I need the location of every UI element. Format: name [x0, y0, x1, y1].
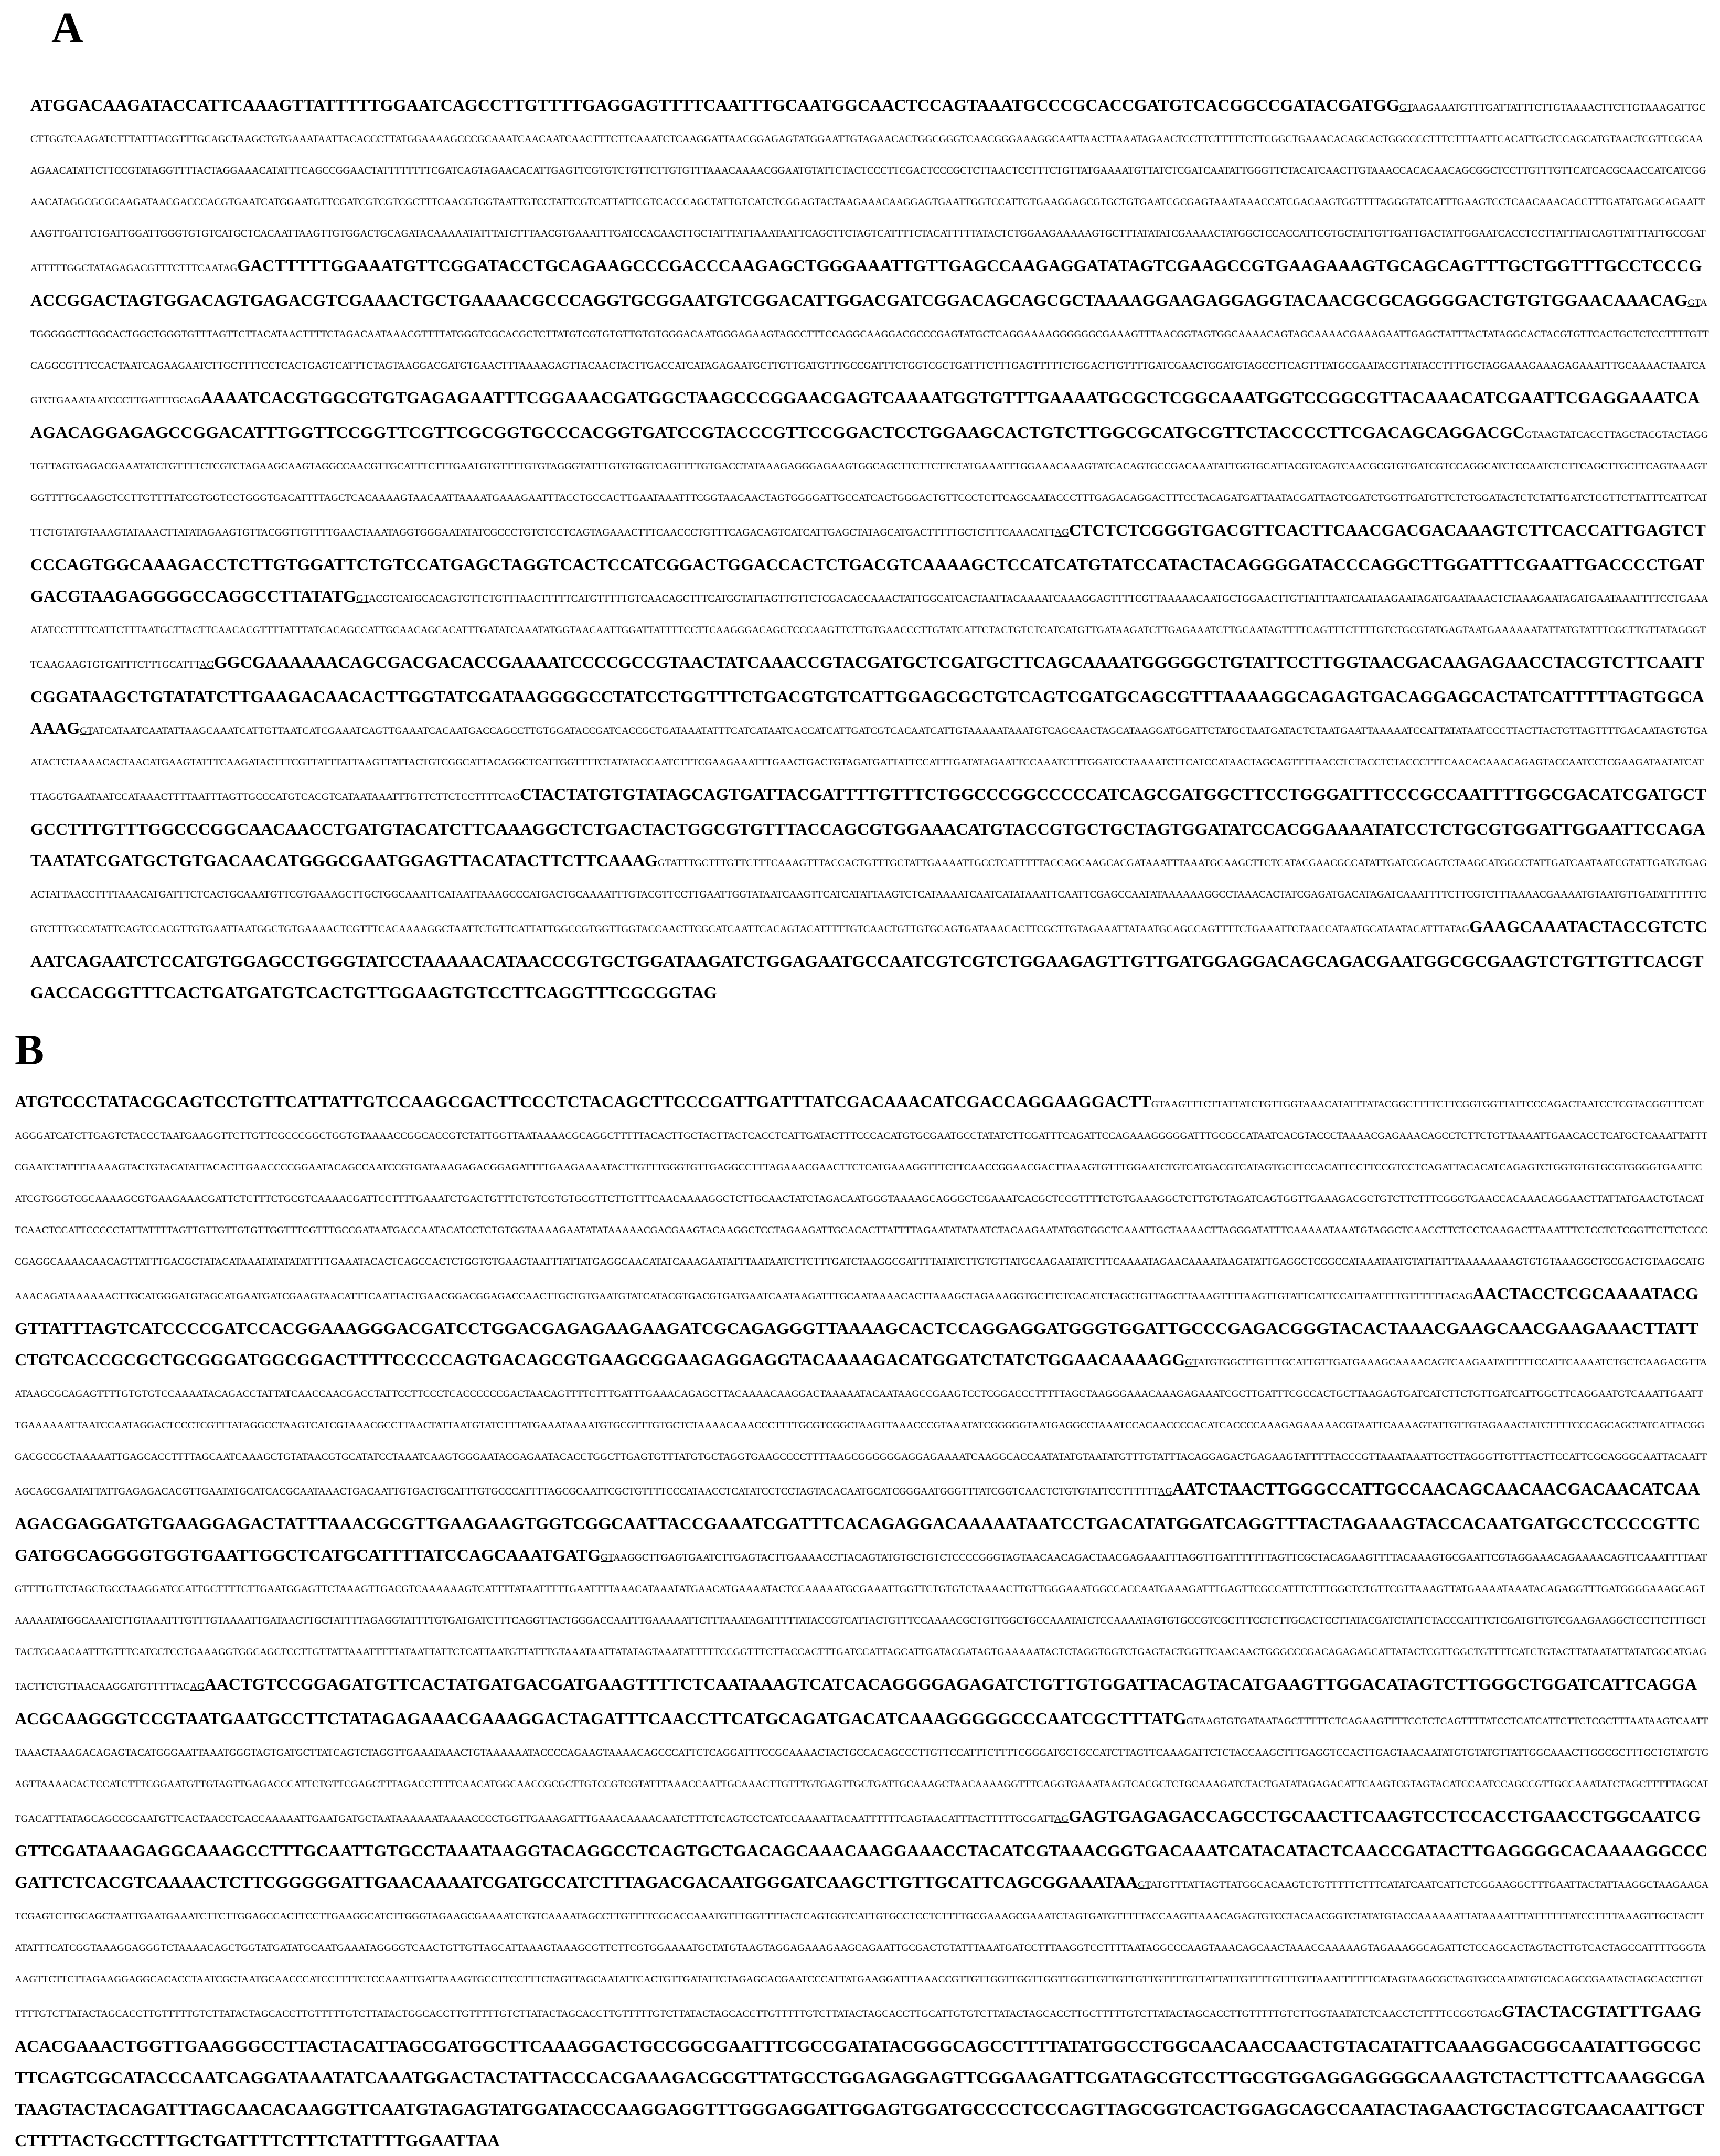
intron-sequence: AAGTTTCTTATTATCTGTTGGTAAACATATTTATACGGCTTTTCTTCGGTGGTTATTCCCAGACTAATCCTCGTACGGTTTCATAGGGATCATCTTGAGTCTACCCTAATGAAGGTTCTTGTTCGCCCGGCTGGTGTAAAACCGGCACCGTCTATTGGTTAATAAAACGCAGGCTTTTTACACTTGCTACTTACTCACCTCATTGATACTTTCCCACATGTGCGAATGCCTATATCTTCGATTTCAGATTCCAGAAAGGGGGATTTGCGCCATAATCACGTACCCTAAAACGAGAAACAGCCTCTTCTGTTAAAATTGAACACCTCATGCTCAAATTATTTCGAATCTATTTTAAAAGTACTGTACATATTACACTTGAACCCCGGAATACAGCCAATCCGTGATAAAGAGACGGAGATTTTGAAGAAAATACTTGTTTGGGTGTTGAGGCCTTTAGAAACGAACTTCTCATGAAAGGTTTCTTCAACCGGAACGACTTAAAGTGTTTGGAATCTGTCATGACGTCATAGTGCTTCCACATTCCTTCCGTCCTCAGATTACACATCAGAGTCTGGTGTGTGCGTGGGGTGAATTCATCGTGGGTCGCAAAAGCGTGAAGAAACGATTCTCTTTCTGCGTCAAAACGATTCCTTTTGAAATCTGACTGTTTCTGTCGTGTGCGTTCTTGTTTCAACAAAAGGCTCTTGCAACTATCTAGACAATGGGTAAAAGCAGGGCTCGAAATCACGCTCCGTTTTCTGTGAAAGGCTCTTGTGTAGATCAGTGGTTGAAAGACGCTGTCTTCTTTCGGGTGAACCACAAACAGGAACTTATTATGAACTGTACATTCAACTCCATTCCCCCTATTATTTTAGTTGTTGTTGTGTTGGTTTCGTTTGCCGATAATGACCAATACATCCTCTGTGGTAAAAGAATATATAAAAACGACGAAGTACAAGGCTCCTAGAAGATTGCACACTTATTTTAGAATATATAATCTACAAGAATATGGTGGCTCAAATTGCTAAAACTTAGGGATATTTCAAAAATAAATGTAGGCTCAACCTTCTCCTCAAGACTTAAATTTCTCCTCTCGGTTCTTCTCCCCGAGGCAAAACAACAGTTATTTGACGCTATACATAAATATATATATTTTGAAATACACTCAGCCACTCTGGTGTGAAGTAATTTATTATGAGGCAACATATCAAAGAATATTTAATAATCTTCTTTGATCTAAGGCGATTTTATATCTTGTGTTATGCAAGAATATCTTTCAAAATAGAACAAAATAAGATATTGAGGCTCGGCCATAAATAATGTATTATTTAAAAAAAAGTGTGTAAAGGCTGCGACTGTAAGCATGAAACAGATAAAAAACTTGCATGGGATGTAGCATGAATGATCGAAGTAACATTTCAATTACTGAACGGACGGAGACCAACTTGCTGTGAATGTATCATACGTGACGTGATGAATCAATAAGATTTGCAATAAAACACTTAAAGCTAGAAAGGTGCTTCTCACATCTAGCTGTTAGCTTAAAGTTTTAAGTTGTATTCATTCCATTAATTTTGTTTTTTAC	[15, 1099, 1708, 1302]
splice-site-marker: GT	[1185, 1357, 1198, 1368]
exon-sequence: GGCGAAAAAACAGCGACGACACCGAAAATCCCCGCCGTAACTATCAAACCGTACGATGCTCGATGCTTCAGCAAAATGGGGGCTGTATTCCTTGGTAACGACAAGAGAACCTACGTCTTCAATTCGGATAAGCTGTATATCTTGAAGACAACACTTGGTATCGATAAGGGGCCTATCCTGGTTTCTGACGTGTCATTGGAGCGCTGTCAGTCGATGCAGCGTTTAAAAGGCAGAGTGACAGGAGCACTATCATTTTTAGTGGCAAAAG	[30, 653, 1704, 738]
panel-label-a: A	[51, 4, 83, 52]
intron-sequence: ATCATAATCAATATTAAGCAAATCATTGTTAATCATCGAAATCAGTTGAAATCACAATGACCAGCCTTGTGGATACCGATCACCGCTGATAAATATTTCATCATAATCACCATCATTGATCGTCACAATCATTGTAAAAATAAATGTCAGCAACTAGCATAAGGATGGATTCTATGCTAATGATACTCTAATGAATTAAAAATCCATTATATAATCCCTTACTTACTGTTAGTTTTGACAATAGTGTGAATACTCTAAAACACTAACATGAAGTATTTCAAGATACTTTCGTTATTTATTAAGTTATTACTGTCGGCATTACAGGCTCATTGGTTTTCTATATACCAATCTTTCGAAGAAATTTGAACTGACTGTAGATGATTATTCCATTTGATATAGAATTCCAAATCTTTGGATCCTAAAATCTTCATCCATAACTAGCAGTTTTAACCTCTACCTCTACCCTTTCAACACAAACAGAGTACCAATCCTCGAAGATAATATCATTTAGGTGAATAATCCATAAACTTTTAATTTAGTTGCCCATGTCACGTCATAATAAATTTGTTCTTCTCCTTTTC	[30, 725, 1708, 803]
splice-site-marker: AG	[1487, 2009, 1502, 2020]
splice-site-marker: AG	[1054, 527, 1070, 538]
exon-sequence: GAAGCAAATACTACCGTCTCAATCAGAATCTCCATGTGGAGCCTGGGTATCCTAAAAACATAACCCGTGCTGGATAAGATCTGGAGAATGCCAATCGTCGTCTGGAAGAGTTGTTGATGGAGGACAGCAGACGAATGGCGCGAAGTCTGTTGTTCACGTGACCACGGTTTCACTGATGATGTCACTGTTGGAAGTGTCCTTCAGGTTTCGCGGTAG	[30, 917, 1707, 1002]
splice-site-marker: AG	[1455, 924, 1470, 935]
exon-sequence: GACTTTTTGGAAATGTTCGGATACCTGCAGAAGCCCGACCCAAGAGCTGGGAAATTGTTGAGCCAAGAGGATATAGTCGAAGCCGTGAAGAAAGTGCAGCAGTTTGCTGGTTTGCCTCCCGACCGGACTAGTGGACAGTGAGACGTCGAAACTGCTGAAAACGCCCAGGTGCGGAATGTCGGACATTGGACGATCGGACAGCAGCGCTAAAAGGAAGAGGAGGTACAACGCGCAGGGGACTGTGTGGAACAAACAG	[30, 256, 1702, 309]
intron-sequence: ATGTTTATTAGTTATGGCACAAGTCTGTTTTTCTTTCATATCAATCATTCTCGGAAGGCTTTGAATTACTATTAAGGCTAAGAAGATCGAGTCTTGCAGCTAATTGAATGAAATCTTCTTGGAGCCACTTCCTTGAAGGCATCTTGGGTAGAAGCGAAAATCTGTCAAAATAGCCTTGTTTTCGCACCAAATGTTTGGTTTTACTCAGTGGTCATTGTGCCTCCTCTTTTGCGAAAGCGAAATCTAGTGATGTTTTTACCAAGTTAAACAGAGTGTCCTACAACGGTCTATATGTACCAAAAAATTATAAAATTTATTTTTTATCCTTTTAAAGTTGCTACTTATATTTCATCGGTAAAGGAGGGTCTAAAACAGCTGGTATGATATGCAATGAAATAGGGGTCAACTGTTGTTAGCATTAAAGTAAAGCGTTCTTCGTGGAAAATGCTATGTAAGTAGGAGAAAGAAGCAGAATTGCGACTGTATTTAAATGATCCTTTAAGGTCCTTTTAATAGGCCCAAGTAAACAGCAACTAAACCAAAAAGTAGAAAGGCAGATTCTCCAGCACTAGTACTTGTCACTAGCCATTTTGGGTAAAGTTCTTCTTAGAAGGAGGCACACCTAATCGCTAATGCAACCCATCCTTTTCTCCAAATTGATTAAAGTGCCTTCCTTTCTAGTTAGCAATATTCACTGTTGATATTCTAGAGCACGAATCCCATTATGAAGGATTTAAACCGTTGTTGGTTGGTTGGTTGGTTGTTGTTGTTGTTTTGTTATTATTGTTTTGTTTGTTAAATTTTTTCATAGTAAGCGCTAGTGCCAATATGTCACAGCCGAATACTAGCACCTTGTTTTTGTCTTATACTAGCACCTTGTTTTTGTCTTATACTAGCACCTTGTTTTTGTCTTATACTGGCACCTTGTTTTTGTCTTATACTAGCACCTTGTTTTTGTCTTATACTAGCACCTTGTTTTTGTCTTATACTAGCACCTTGCATTGTGTCTTATACTAGCACCTTGCTTTTTGTCTTATACTAGCACCTTGTTTTTGTCTTGGTAATATCTCAACCTCTTTTCCGGTG	[15, 1880, 1709, 2020]
splice-site-marker: AG	[190, 1681, 205, 1692]
exon-sequence: CTACTATGTGTATAGCAGTGATTACGATTTTGTTTCTGGCCCGGCCCCCATCAGCGATGGCTTCCTGGGATTTCCCGCCAATTTTGGCGACATCGATGCTGCCTTTGTTTGGCCCGGCAACAACCTGATGTACATCTTCAAAGGCTCTGACTACTGGCGTGTTTACCAGCGTGGAAACATGTACCGTGCTGCTAGTGGATATCCACGGAAAATATCCTCTGCGTGGATTGGAATTCCAGATAATATCGATGCTGTGACAACATGGGCGAATGGAGTTACATACTTCTTCAAAG	[30, 785, 1706, 870]
intron-sequence: AAGGCTTGAGTGAATCTTGAGTACTTGAAAACCTTACAGTATGTGCTGTCTCCCCGGGTAGTAACAACAGACTAACGAGAAATTTAGGTTGATTTTTTTAGTTCGCTACAGAAGTTTTACAAAGTGCGAATTCGTAGGAAACAGAAAACAGTTCAAATTTTAATGTTTTGTTCTAGCTGCCTAAGGATCCATTGCTTTTCTTGAATGGAGTTCTAAAGTTGACGTCAAAAAAGTCATTTTATAATTTTTGAATTTTAAACATAAATATGAACATGAAAATACTCCAAAAATGCGAAATTGGTTCTGTGTCTAAAACTTGTTGGGAAATGGCCACCAATGAAAGATTTGAGTTCGCCATTTCTTTGGCTCTGTTCGTTAAAGTTATGAAAATAAATACAGAGGTTTGATGGGGAAAGCAGTAAAAATATGGCAAATCTTGTAAATTTGTTTGTAAAATTGATAACTTGCTATTTTAGAGGTATTTTGTGATGATCTTTCAGGTTACTGGGACCAATTTGAAAAATTCTTTAAATAGATTTTTATACCGTCATTACTGTTTCCAAAACGCTGTTGGCTGCCAAATATCTCCAAAATAGTGTGCCGTCGCTTTCCTCTTGCACTCCTTATACGATCTATTCTACCCATTTCTCGATGTTGTCGAAGAAGGCTCCTTCTTTGCTTACTGCAACAATTTGTTTCATCCTCCTGAAAGGTGGCAGCTCCTTGTTATTAAATTTTTATAATTATTCTCATTAATGTTATTTGTAAATAATTATATAGTAAATATTTTTCCGGTTTCTTACCACTTTGATCCATTAGCATTGATACGATAGTGAAAAATACTCTAGGTGGTCTGAGTACTGGTTCAACAACTGGGCCCGACAGAGAGCATTATACTCGTTGGCTGTTTTCATCTGTACTTATAATATTATATGGCATGAGTACTTCTGTTAACAAGGATGTTTTTAC	[15, 1552, 1707, 1692]
splice-site-marker: AG	[505, 792, 520, 803]
exon-sequence: ATGTCCCTATACGCAGTCCTGTTCATTATTGTCCAAGCGACTTCCCTCTACAGCTTCCCGATTGATTTATCGACAAACATCGACCAGGAAGGACTT	[15, 1092, 1151, 1111]
splice-site-marker: GT	[601, 1552, 613, 1563]
exon-sequence: AATCTAACTTGGGCCATTGCCAACAGCAACAACGACAACATCAAAGACGAGGATGTGAAGGAGACTATTTAAACGCGTTGAAGAAGTGGTCGGCAATTACCGAAATCGATTTCACAGAGGACAAAAATAATCCTGACATATGGATCAGGTTTACTAGAAAGTACCACAATGATGCCTCCCCGTTCGATGGCAGGGGTGGTGAATTGGCTCATGCATTTTATCCAGCAAATGATG	[15, 1479, 1701, 1564]
intron-sequence: ATTTGCTTTGTTCTTTCAAAGTTTACCACTGTTTGCTATTGAAAATTGCCTCATTTTTACCAGCAAGCACGATAAATTTAAATGCAAGCTTCTCATACGAACGCCATATTGATCGCAGTCTAAGCATGGCCTATTGATCAATAATCGTATTGATGTGAGACTATTAACCTTTTAAACATGATTTCTCACTGCAAATGTTCGTGAAAGCTTGCTGGCAAATTCATAATTAAAGCCCATGACTGCAAAATTTGTACGTTCCTTGAATTGGTATAATCAAGTTCATCATATTAAGTCTCATAAAATCAATCATATAAATTCAATTCGAGCCAATATAAAAAAGGCCTAAACACTATCGAGATGACATAGATCAAATTTTCTTCGTCTTTAAAACGAAAATGTAATGTTGATATTTTTTCGTCTTTGCCATATTCAGTCCACGTTGTGAATTAATGGCTGTGAAAACTCGTTTCACAAAAGGCTAATTCTGTTCATTATTGGCCGTGGTTGGTACCAACTTCGCATCAATTCACAGTACATTTTTGTCAACTGTTGTGCAGTGATAAACACTTCGCTTGTAGAAATTATAATGCAGCCAGTTTTCTGAAATTCTAACCATAATGCATAATACATTTAT	[30, 858, 1707, 935]
exon-sequence: AACTACCTCGCAAAATACGGTTATTTAGTCATCCCCGATCCACGGAAAGGGACGATCCTGGACGAGAGAAGAAGATCGCAGAGGGTTAAAAGCACTCCAGGAGGATGGGTGGATTGCCCGAGACGGGTACACTAAACGAAGCAACGAAGAAACTTATTCTGTCACCGCGCTGCGGGATGGCGGACTTTTCCCCCAGTGACAGCGTGAAGCGGAAGAGGAGGTACAAAAGACATGGATCTATCTGGAACAAAAGG	[15, 1284, 1698, 1369]
splice-site-marker: GT	[1186, 1716, 1199, 1727]
splice-site-marker: AG	[1158, 1486, 1172, 1497]
splice-site-marker: GT	[1399, 102, 1412, 113]
sequence-b	[15, 1086, 1709, 2156]
exon-sequence: CTCTCTCGGGTGACGTTCACTTCAACGACGACAAAGTCTTCACCATTGAGTCTCCCAGTGGCAAAGACCTCTTGTGGATTCTGTCCATGAGCTAGGTCACTCCATCGGACTGGACCACTCTGACGTCAAAAGCTCCATCATGTATCCATACTACAGGGGATACCCAGGCTTGGATTTCGAATTGACCCCTGATGACGTAAGAGGGGCCAGGCCTTATATG	[30, 520, 1706, 605]
splice-site-marker: GT	[80, 725, 93, 737]
exon-sequence: ATGGACAAGATACCATTCAAAGTTATTTTTGGAATCAGCCTTGTTTTGAGGAGTTTTCAATTTGCAATGGCAACTCCAGTAAATGCCCGCACCGATGTCACGGCCGATACGATGG	[30, 95, 1399, 114]
splice-site-marker: AG	[1458, 1291, 1473, 1302]
splice-site-marker: GT	[1524, 430, 1537, 441]
splice-site-marker: GT	[356, 593, 369, 604]
exon-sequence: GTACTACGTATTTGAAGACACGAAACTGGTTGAAGGGCCTTACTACATTAGCGATGGCTTCAAAGGACTGCCGGCGAATTTCGCCGATATACGGGCAGCCTTTTATATGGCCTGGCAACAACCAACTGTACATATTCAAAGGACGGCAATATTGGCGCTTCAGTCGCATACCCAATCAGGATAAATATCAAATGGACTACTATTACCCACGAAAGACGCGTTATGCCTGGAGAGGAGTTCGGAAGATTCGATAGCGTCCTTGCGTGGAGGAGGGGCAAAGTCTACTTCTTCAAAGGCGATAAGTACTACAGATTTAGCAACACAAGGTTCAATGTAGAGTATGGATACCCAAGGAGGTTTGGGAGGATTGGAGTGGATGCCCCTCCCAGTTAGCGGTCACTGGAGCAGCCAATACTAGAACTGCTACGTCAACAATTGCTCTTTTACTGCCTTTGCTGATTTTCTTTCTATTTTGGAATTAA	[15, 2002, 1705, 2150]
exon-sequence: AAAATCACGTGGCGTGTGAGAGAATTTCGGAAACGATGGCTAAGCCCGGAACGAGTCAAAATGGTGTTTGAAAATGCGCTCGGCAAATGGTCCGGCGTTACAAACATCGAATTCGAGGAAATCAAGACAGGAGAGCCGGACATTTGGTTCCGGTTCGTTCGCGGTGCCCACGGTGATCCGTACCCGTTCCGGACTCCTGGAAGCACTGTCTTGGCGCATGCGTTCTACCCCTTCGACAGCAGGACGC	[30, 388, 1700, 442]
panel-label-b: B	[15, 1026, 45, 1074]
intron-sequence: ATGGGGGCTTGGCACTGGCTGGGTGTTTAGTTCTTACATAACTTTTCTAGACAATAAACGTTTTATGGGTCGCACGCTCTTATGTCGTGTGTTGTGTGGGACAATGGGAGAAGTAGCCTTTCCAGGCAAGGACGCCCGAGTATGCTCAGGAAAAGGGGGGCGAAAGTTTAACGGTAGTGGCAAAACAGTAGCAAAACGAAAGAATTGAGCTATTTACTATAGGCACTACGTGTTCACTGCTCTCCTTTTGTTCAGGCGTTTCCACTAATCAGAAGAATCTTGCTTTTCCTCACTGAGTCATTTCTAGTAAGGACGATGTGAACTTTAAAAGAGTTACAACTACTTGACCATCATAGAGAATGCTTGTTGATGTTTGCCGATTTCTGGTCGCTGATTTCTTTGAGTTTTTCTGGACTTGTTTTGATCGAACTGGATGTAGCCTTCAGTTTATGCGAATACGTTATACCTTTTGCTAGGAAAGAAAGAGAAATTTGCAAAACTAATCAGTCTGAAATAATCCCTTGATTTGC	[30, 297, 1709, 406]
splice-site-marker: GT	[1687, 297, 1701, 308]
splice-site-marker: AG	[222, 263, 238, 274]
sequence-a	[30, 89, 1709, 1008]
exon-sequence: GAGTGAGAGACCAGCCTGCAACTTCAAGTCCTCCACCTGAACCTGGCAATCGGTTCGATAAAGAGGCAAAGCCTTTGCAATTGTGCCTAAATAAGGTACAGGCCTCAGTGCTGACAGCAAACAAGGAAACCTACATCGTAAACGGTGACAAATCATACATACTCAACCGATACTTGAGGGGCACAAAAGGCCCGATTCTCACGTCAAAACTCTTCGGGGGATTGAACAAAATCGATGCCATCTTTAGACGACAATGGGATCAAGCTTGTTGCATTCAGCGGAAATAA	[15, 1807, 1708, 1892]
splice-site-marker: AG	[199, 659, 214, 670]
splice-site-marker: AG	[186, 395, 201, 406]
splice-site-marker: GT	[1138, 1880, 1150, 1891]
intron-sequence: AAGTATCACCTTAGCTACGTACTAGGTGTTAGTGAGACGAAATATCTGTTTTCTCGTCTAGAAGCAAGTAGGCCAACGTTGCATTTCTTTGAATGTGTTTTGTGTAGGGTATTTGTGTGGTCAGTTTTGTGACCTATAAAGAGGGAGAAGTGGCAGCTTCTTCTTCTATGAAATTTGGAAACAAAGTATCACAGTGCCGACAAATATTGGTGCATTACGTCAGTCAACGCGTGTGATCGTCCAGGCATCTCCAATCTCTTCAGCTTGCTTCAGTAAAGTGGTTTTGCAAGCTCCTTGTTTTATCGTGGTCCTGGGTGACATTTTAGCTCACAAAAGTAACAATTAAAATGAAAGAATTTACCTGCCACTTGAATAAATTTCGGTAACAACTAGTGGGGATTGCCATCACTGGGACTGTTCCCTCTTCAGCAATACCCTTTGAGACAGGACTTTCCTACAGATGATTAATACGATTAGTCGATCTGGTTGATGTTCTCTGGATACTCTCTATTGATCTCGTTCTTATTTCATTCATTTCTGTATGTAAAGTATAAACTTATATAGAAGTGTTACGGTTGTTTTGAACTAAATAGGTGGGAATATATCGCCCTGTCTCCTCAGTAGAAACTTTCAACCCTGTTTCAGACAGTCATCATTGAGCTATAGCATGACTTTTTGCTCTTTCAAACATT	[30, 430, 1708, 538]
splice-site-marker: AG	[1054, 1813, 1069, 1824]
splice-site-marker: GT	[657, 858, 670, 869]
intron-sequence: AAGTGTGATAATAGCTTTTTCTCAGAAGTTTTCCTCTCAGTTTTATCCTCATCATTCTTCTCGCTTTAATAAGTCAATTTAAACTAAAGACAGAGTACATGGGAATTAAATGGGTAGTGATGCTTATCAGTCTAGGTTGAAATAAACTGTAAAAAATACCCCAGAAGTAAAACAGCCCATTCTCAGGATTTCCGCAAAACTACTGCCACAGCCCTTGTTCCATTTCTTTTCGGGATGCTGCCATCTTAGTTCAAAGATTCTCTACCAAGCTTTGAGGTCCACTTGAGTAACAATATGTGTATGTTATTGGCAAACTTGGCGCTTTGCTGTATGTGAGTTAAAACACTCCATCTTTCGGAATGTTGTAGTTGAGACCCATTCTGTTCGAGCTTTAGACCTTTTCAACATGGCAACCGCGCTTGTCCGTCGTATTTAAACCAATTGCAAACTTGTTTGTGAGTTGCTGATTGCAAAGCTAACAAAAGGTTTCAGGTGAAATAAGTCACGCTCTGCAAAGATCTACTGATATAGAGACATTCAAGTCGTAGTACATCCAATCCAGCCGTTGCCAAATATCTAGCTTTTTAGCATTGACATTTATAGCAGCCGCAATGTTCACTAACCTCACCAAAAATTGAATGATGCTAATAAAAAATAAAACCCCTGGTTGAAAGATTTGAAACAAAACAATCTTTCTCAGTCCTCATCCAAAATTACAATTTTTTCAGTAACATTTACTTTTTGCGATT	[15, 1716, 1709, 1824]
intron-sequence: ACGTCATGCACAGTGTTCTGTTTAACTTTTTCATGTTTTTGTCAACAGCTTTCATGGTATTAGTTGTTCTCGACACCAAACTATTGGCATCACTAATTACAAAATCAAAGGAGTTTTCGTTAAAAACAATGCTGGAACTTGTTATTTAATCAATAAGAATAGATGAATAAACTCTAAAGAATAGATGAATAAATTTTCCTGAAAATATCCTTTTCATTCTTTAATGCTTACTTCAACACGTTTTATTTATCACAGCCATTGCAACAGCACATTTGATATCAAATATGGTAACAATTGGATTATTTTCCTTCAAGGGACAGCTCCCAAGTTCTTGTGAACCCTTGTATCATTCTACTGTCTCATCATGTTGATAAGATCTTGAGAAATCTTGCAATAGTTTTCAGTTTCTTTTGTCTGCGTATGAGTAATGAAAAAATATTATGTATTTCGCTTGTTATAGGGTTCAAGAAGTGTGATTTCTTTGCATTT	[30, 593, 1708, 670]
intron-sequence: AAGAAATGTTTGATTATTTCTTGTAAAACTTCTTGTAAAGATTGCCTTGGTCAAGATCTTTATTTACGTTTGCAGCTAAGCTGTGAAATAATTACACCCTTATGGAAAAGCCCGCAAATCAACAATCAACTTTCTTCAAATCTCAAGGATTAACGGAGAGTATGGAATTGTAGAACACTGGCGGGTCAACGGGAAAGGCAATTAACTTAAATAGAACTCCTTCTTTTTCTTCGGCTGAAACACAGCACTGGCCCCTTTCTTTAATTCACATTGCTCCAGCATGTAACTCGTTCGCAAAGAACATATTCTTCCGTATAGGTTTTACTAGGAAACATATTTCAGCCGGAACTATTTTTTTTCGATCAGTAGAACACATTGAGTTCGTGTCTGTTCTTGTGTTTAAACAAAACGGAATGTATTCTACTCCCTTCGACTCCCGCTCTTAACTCCTTTCTGTTATGAAAATGTTATCTCGATCAATATTGGGTTCTACATCAACTTGTAAACCACACAACAGCGGCTCCTTGTTTGTTCATCACGCAACCATCATCGGAACATAGGCGCGCAAGATAACGACCCACGTGAATCATGGAATGTTCGATCGTCGTCGCTTTCAACGTGGTAATTGTCCTATTCGTCATTATTCGTCACCCAGCTATTGTCATCTCGGAGTACTAAGAAACAAGGAGTGAATTGGTCCATTGTGAAGGAGCGTGCTGTGAATCGCGAGTAAATAAACCATCGACAAGTGGTTTTAGGGTATCATTTGAAGTCCTCAACAAACACCTTTGATATGAGCAGAATTAAGTTGATTCTGATTGGATTGGGTGTGTCATGCTCACAATTAAGTTGTGGACTGCAGATACAAAAATATTTATCTTTAACGTGAAATTTGATCCACAACTTGCTATTTATTAAATAATTCAGCTTCTAGTCATTTTCTACATTTTTATACTCTGGAAGAAAAAGTGCTTTATATATCGAAAACTATGGCTCCACCATTCGTGCTATTGTTGATTGACTATTGGAATCACCTCCTTATTTATCAGTTATTTATTGCCGATATTTTTGGCTATAGAGACGTTTCTTTCAAT	[30, 102, 1706, 274]
intron-sequence: ATGTGGCTTGTTTGCATTGTTGATGAAAGCAAAACAGTCAAGAATATTTTTCCATTCAAAATCTGCTCAAGACGTTAATAAGCGCAGAGTTTTGTGTGTCCAAAATACAGACCTATTATCAACCAACGACCTATTCCTTCCCTCACCCCCCGACTAACAGTTTTCTTTGATTTGAAACAGAGCTTACAAAACAAGGACTAAAAATACAATAAGCCGAAGTCCTCGGACCCTTTTTAGCTAAGGGAAACAAAGAGAAATCGCTTGATTTCGCCACTGCTTAAGAGTGATCATCTTCTGTTGATCATTGGCTTCAGGAATGTCAAATTGAATTTGAAAAAATTAATCCAATAGGACTCCCTCGTTTATAGGCCTAAGTCATCGTAAACGCCTTAACTATTAATGTATCTTTATGAAATAAAATGTGCGTTTGTGCTCTAAAACAAACCCTTTTGCGTCGGCTAAGTTAAACCCGTAAATATCGGGGGTAATGAGGCCTAAATCCACAACCCCACATCACCCCAAAGAGAAAAACGTAATTCAAAAGTATTGTTGTAGAAACTATCTTTTCCCAGCAGCTATCATTACGGGACGCCGCTAAAAATTGAGCACCTTTTAGCAATCAAAGCTGTATAACGTGCATATCCTAAATCAAGTGGGAATACGAGAATACACCTGGCTTGAGTGTTTATGTGCTAGGTGAAGCCCCTTTTAAGCGGGGGGAGGAGAAAATCAAGGCACCAATATATGTAATATGTTTGTATTTACAGGAGACTGAGAAGTATTTTTACCCGTTAAATAAATTGCTTAGGGTTGTTTACTTCCATTCGCAGGGCAATTACAATTAGCAGCGAATATTATTGAGAGACACGTTGAATATGCATCACGCAATAAACTGACAATTGTGACTGCATTTGTGCCCATTTTAGCGCAATTCGCTGTTTTCCCATAACCTCATATCCTCCTAGTACACAATGCATCGGGAATGGGTTTATCGGTCAACTCTGTGTATTCCTTTTTT	[15, 1357, 1707, 1497]
splice-site-marker: GT	[1151, 1099, 1164, 1110]
exon-sequence: AACTGTCCGGAGATGTTCACTATGATGACGATGAAGTTTTCTCAATAAAGTCATCACAGGGGAGAGATCTGTTGTGGATTACAGTACATGAAGTTGGACATAGTCTTGGGCTGGATCATTCAGGAACGCAAGGGTCCGTAATGAATGCCTTCTATAGAGAAACGAAAGGACTAGATTTCAACCTTCATGCAGATGACATCAAAGGGGGCCCAATCGCTTTATG	[15, 1674, 1697, 1728]
